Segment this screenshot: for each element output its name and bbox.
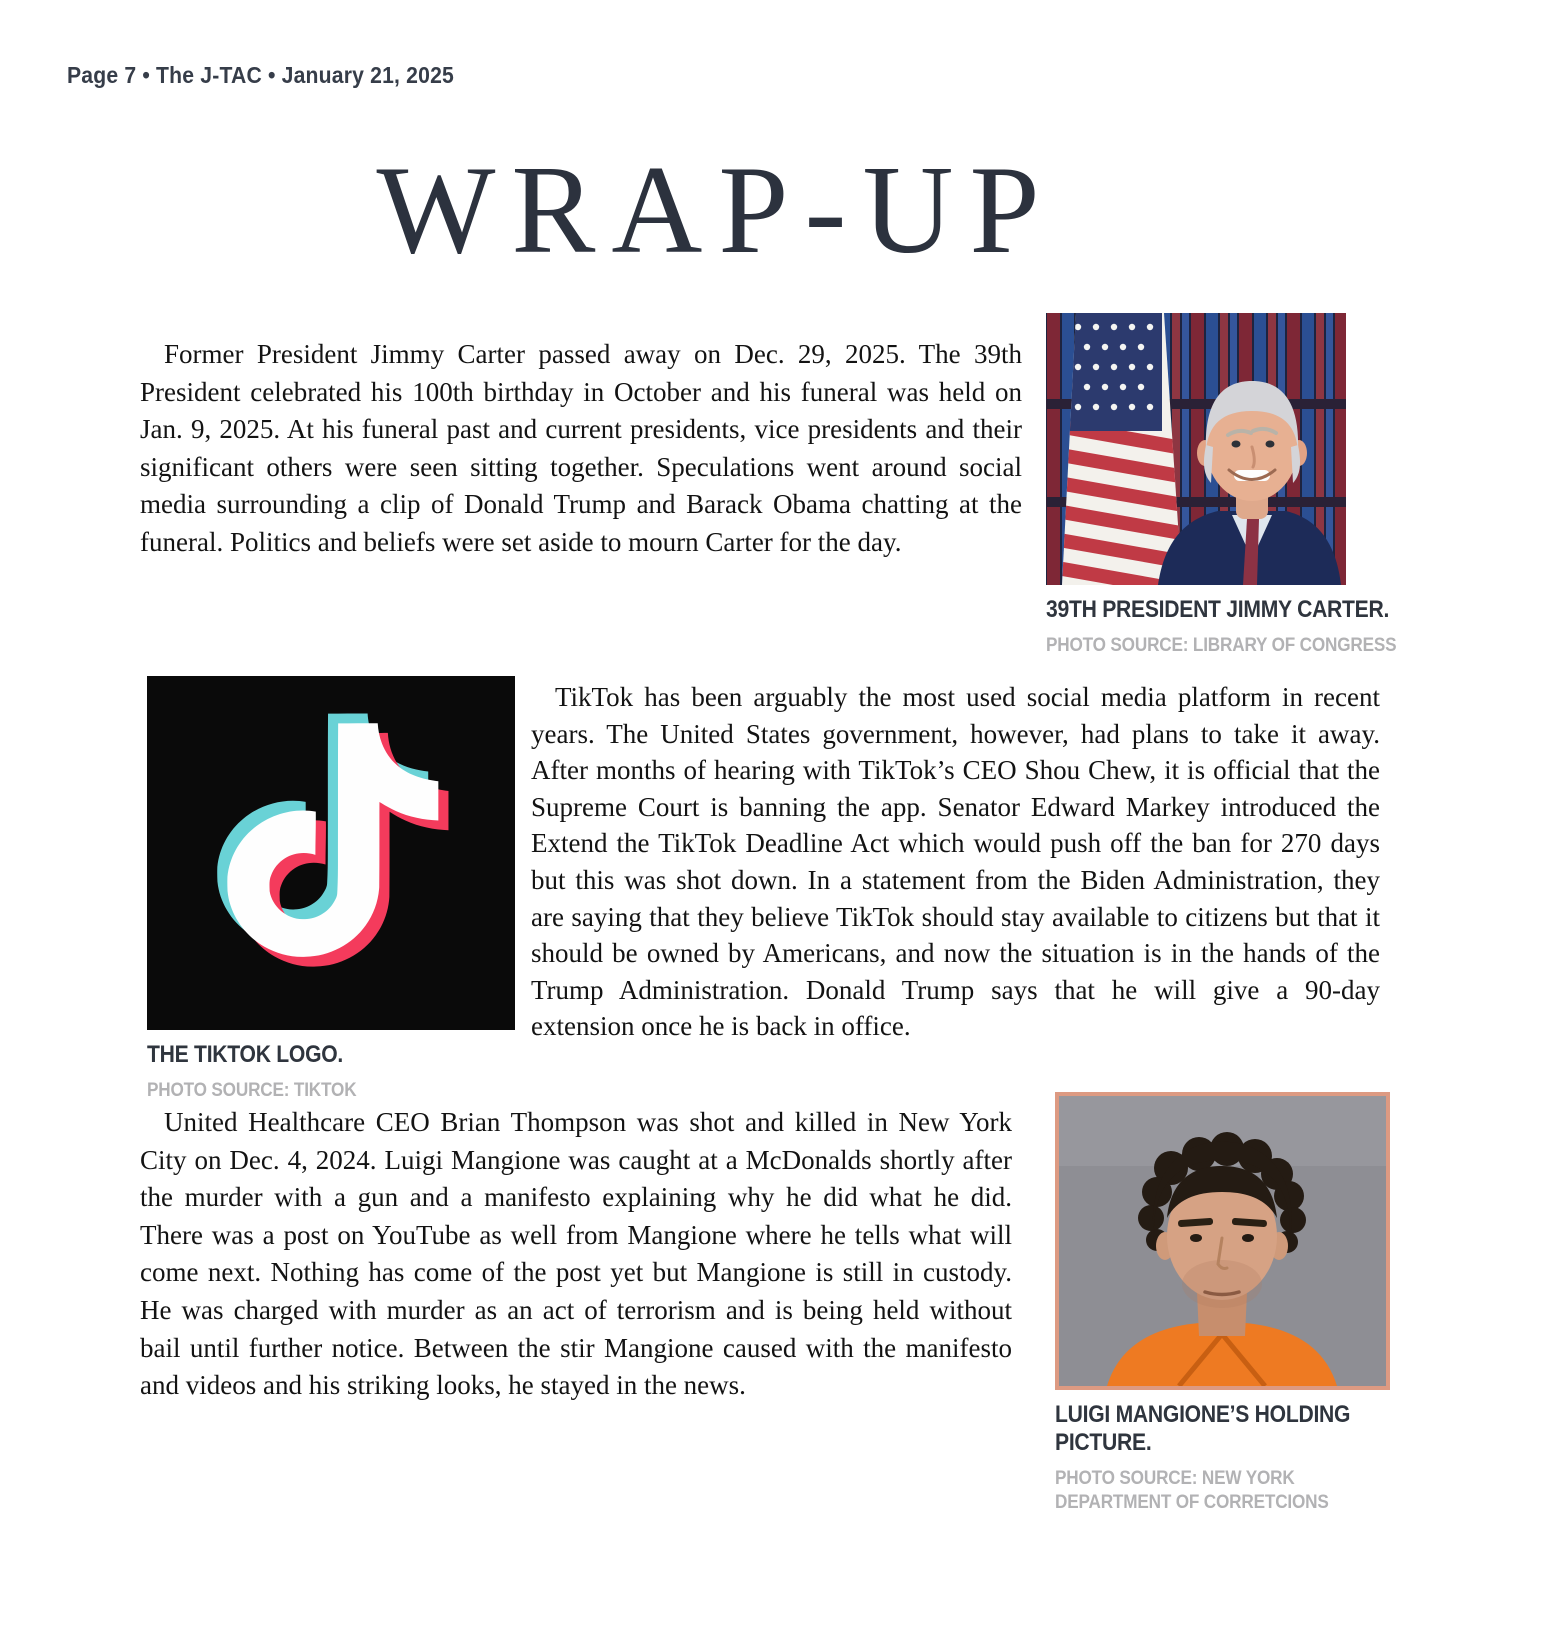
photo-source: PHOTO SOURCE: NEW YORK DEPARTMENT OF CORRETCIONS [1055,1467,1329,1513]
mangione-photo-figure [1055,1092,1390,1514]
mugshot-frame [1055,1092,1390,1390]
mangione-figcaption [1055,1401,1390,1514]
photo-caption: LUIGI MANGIONE’S HOLDING PICTURE. [1055,1401,1351,1456]
photo-source: PHOTO SOURCE: TIKTOK [147,1079,357,1101]
photo-caption: 39TH PRESIDENT JIMMY CARTER. [1046,596,1390,623]
tiktok-logo-figure [147,676,515,1102]
luigi-mangione-mugshot-image [1059,1096,1386,1386]
tiktok-article-text: TikTok has been arguably the most used social media platform in recent years. The United States government, however, had plans to take it away. After months of hearing with TikTok’s CEO Shou Chew, it is official that the Supreme Court is banning the app. Senator Edward Markey introduced the Extend the TikTok Deadline Act which would push off the ban for 270 days but this was shot down. In a statement from the Biden Administration, they are saying that they believe TikTok should stay available to citizens but that it should be owned by Americans, and now the situation is in the hands of the Trump Administration. Donald Trump says that he will give a 90-day extension once he is back in office. [531,682,1380,1042]
photo-source: PHOTO SOURCE: LIBRARY OF CONGRESS [1046,634,1397,656]
carter-figcaption [1046,596,1397,657]
mangione-article-text: United Healthcare CEO Brian Thompson was shot and killed in New York City on Dec. 4, 2024. Luigi Mangione was caught at a McDonalds shortly after the murder with a gun and a manifesto explaining why he did what he did. There was a post on YouTube as well from Mangione where he tells what will come next. Nothing has come of the post yet but Mangione is still in custody. He was charged with murder as an act of terrorism and is being held without bail until further notice. Between the stir Mangione caused with the manifesto and videos and his striking looks, he stayed in the news. [140,1107,1012,1401]
folio-line: Page 7 • The J-TAC • January 21, 2025 [67,62,455,88]
carter-article-text: Former President Jimmy Carter passed away on Dec. 29, 2025. The 39th President celebrated his 100th birthday in October and his funeral was held on Jan. 9, 2025. At his funeral past and current presidents, vice presidents and their significant others were seen sitting together. Speculations went around social media surrounding a clip of Donald Trump and Barack Obama chatting at the funeral. Politics and beliefs were set aside to mourn Carter for the day. [140,339,1022,557]
tiktok-figcaption [147,1041,515,1102]
photo-caption: THE TIKTOK LOGO. [147,1041,344,1068]
jimmy-carter-portrait-image [1046,313,1346,585]
carter-photo-figure [1046,313,1397,657]
tiktok-logo-icon [147,676,515,1030]
page-title: WRAP-UP [376,141,1056,280]
